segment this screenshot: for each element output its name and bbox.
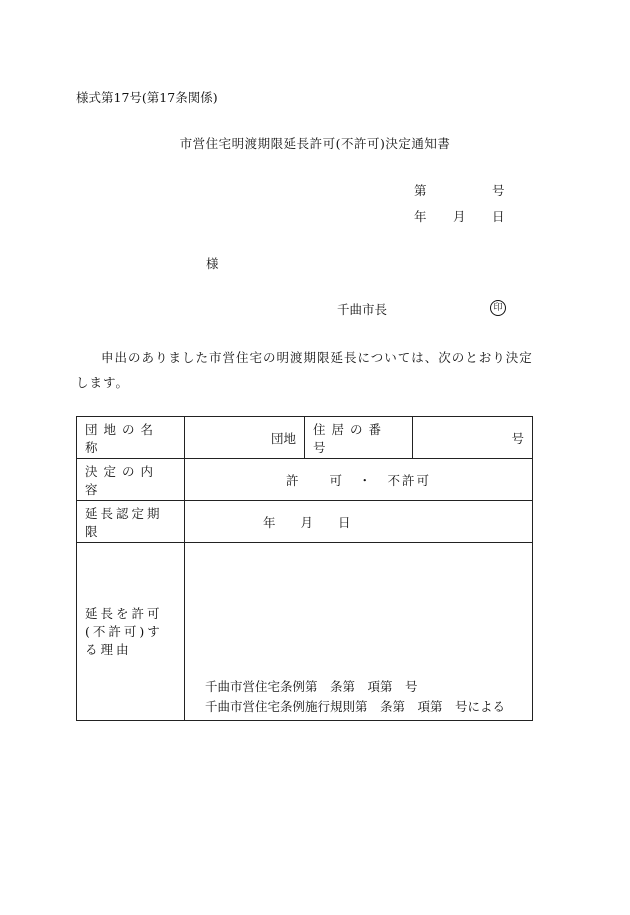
- body-text: 申出のありました市営住宅の明渡期限延長については、次のとおり決定します。: [76, 350, 533, 390]
- seal-icon: 印: [490, 300, 506, 316]
- extension-deadline-label: 延長認定期限: [77, 501, 185, 543]
- date-year: 年: [414, 209, 427, 224]
- table-row: [77, 459, 533, 501]
- reason-line-ordinance: 千曲市営住宅条例第 条第 項第 号: [205, 679, 418, 694]
- extension-deadline-value: 年 月 日: [185, 501, 533, 543]
- table-row: [77, 417, 533, 459]
- date-month: 月: [453, 209, 466, 224]
- dwelling-number-label: 住居の番号: [305, 417, 413, 459]
- doc-number-prefix: 第: [414, 183, 427, 198]
- doc-number-suffix: 号: [492, 183, 505, 198]
- table-row: [77, 543, 533, 721]
- estate-name-value: 団地: [185, 417, 305, 459]
- form-number: 様式第17号(第17条関係): [76, 90, 218, 105]
- reason-cell: [185, 543, 533, 721]
- estate-name-label: 団地の名称: [77, 417, 185, 459]
- date-day: 日: [492, 209, 505, 224]
- reason-label: 延長を許可(不許可)する理由: [77, 543, 185, 721]
- dwelling-number-value: 号: [413, 417, 533, 459]
- decision-table: [76, 416, 533, 721]
- addressee-suffix: 様: [206, 256, 219, 271]
- decision-label: 決定の内容: [77, 459, 185, 501]
- document-title: 市営住宅明渡期限延長許可(不許可)決定通知書: [179, 136, 451, 151]
- decision-value: 許 可 ・ 不許可: [185, 459, 533, 501]
- issuer-name: 千曲市長: [337, 302, 388, 317]
- reason-line-regulation: 千曲市営住宅条例施行規則第 条第 項第 号による: [205, 699, 506, 714]
- table-row: [77, 501, 533, 543]
